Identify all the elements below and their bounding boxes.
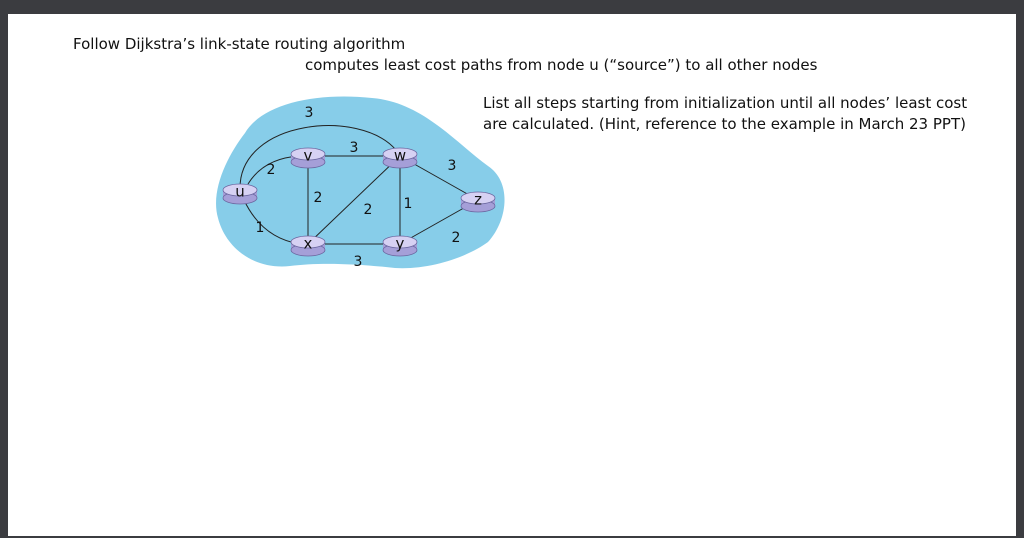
edge-cost-u-w: 3	[304, 105, 314, 121]
edge-cost-v-w: 3	[349, 140, 359, 156]
router-label-z: z	[474, 190, 482, 209]
edge-cost-v-x: 2	[313, 190, 323, 206]
slide-title: Follow Dijkstra’s link-state routing algorithm	[73, 35, 406, 53]
router-label-u: u	[235, 182, 245, 201]
router-label-x: x	[303, 234, 313, 253]
edge-cost-x-w: 2	[363, 202, 373, 218]
edge-cost-x-y: 3	[353, 254, 363, 270]
edge-cost-y-z: 2	[451, 230, 461, 246]
network-cloud	[216, 96, 504, 268]
router-label-w: w	[393, 146, 407, 165]
slide-subtitle: computes least cost paths from node u (“source”) to all other nodes	[305, 56, 818, 74]
edge-cost-u-v: 2	[266, 162, 276, 178]
router-z	[461, 191, 495, 213]
edge-cost-w-y: 1	[403, 196, 413, 212]
router-label-v: v	[303, 146, 313, 165]
router-y	[383, 235, 417, 257]
router-w	[383, 147, 417, 169]
router-u	[223, 183, 257, 205]
instructions-line-2: are calculated. (Hint, reference to the example in March 23 PPT)	[483, 115, 966, 133]
router-v	[291, 147, 325, 169]
router-label-y: y	[395, 234, 405, 253]
edge-cost-w-z: 3	[447, 158, 457, 174]
edge-cost-u-x: 1	[255, 220, 265, 236]
router-x	[291, 235, 325, 257]
instructions-line-1: List all steps starting from initialization until all nodes’ least cost	[483, 94, 968, 112]
